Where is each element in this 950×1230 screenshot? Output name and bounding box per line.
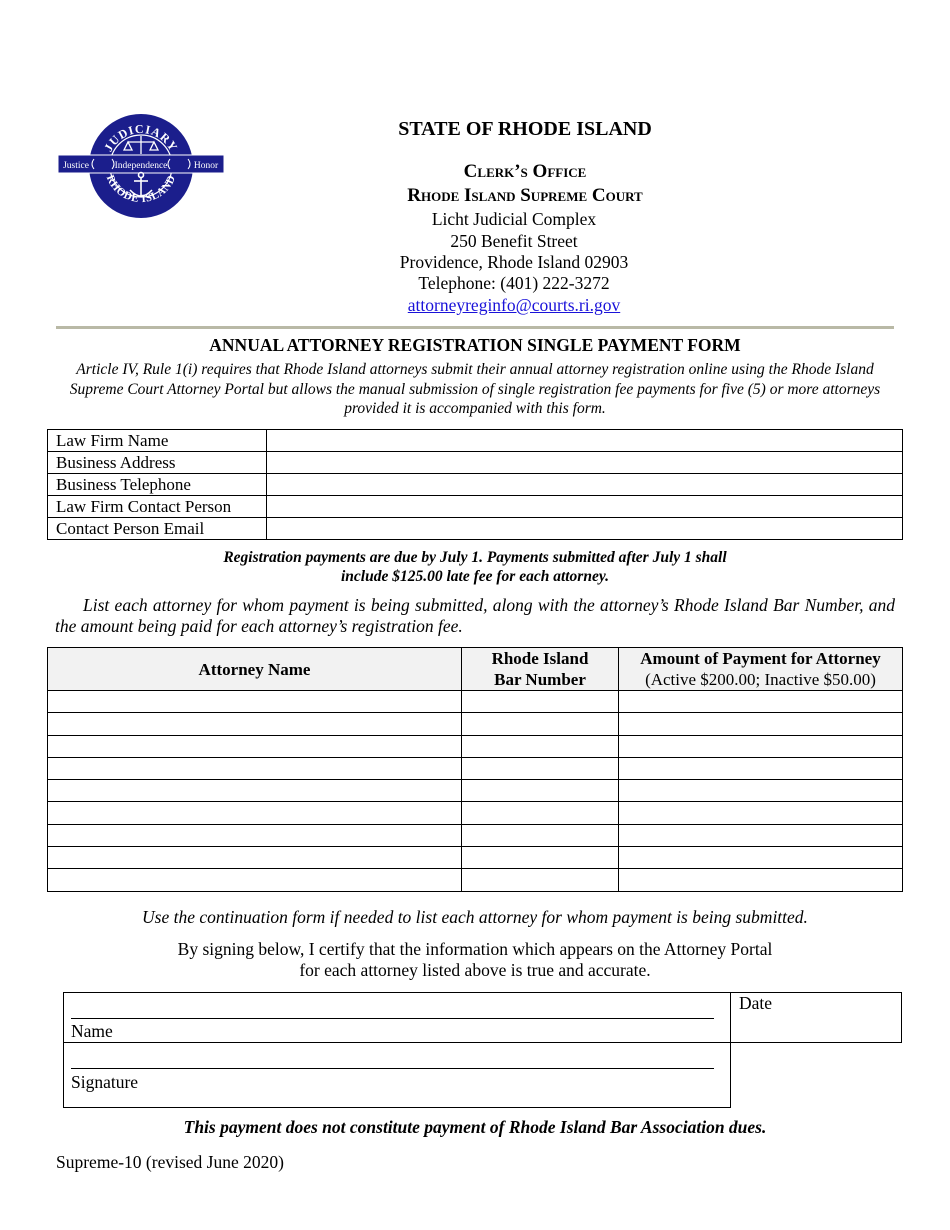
contact-email-field[interactable] (267, 518, 903, 540)
bar-number-cell[interactable] (462, 735, 619, 757)
amount-cell[interactable] (619, 757, 903, 779)
signature-box (63, 992, 731, 1108)
bar-number-cell[interactable] (462, 847, 619, 869)
seal-band-right: Honor (193, 161, 219, 171)
bar-number-cell[interactable] (462, 802, 619, 824)
col-amount-line: Amount of Payment for Attorney (640, 649, 881, 668)
telephone-line: Telephone: (401) 222-3272 (418, 273, 610, 293)
attorney-row (48, 735, 903, 757)
certify-line: By signing below, I certify that the information which appears on the Attorney Portal (177, 939, 773, 959)
state-heading: STATE OF RHODE ISLAND (398, 118, 652, 140)
address-line: 250 Benefit Street (450, 231, 578, 251)
seal-band-middle: Independence (114, 161, 168, 171)
header-divider (56, 326, 894, 329)
col-bar-line: Rhode Island (491, 649, 589, 668)
attorney-table (47, 647, 903, 892)
attorney-row (48, 802, 903, 824)
address-line: Licht Judicial Complex (431, 209, 597, 229)
certify-line: for each attorney listed above is true and accurate. (299, 960, 651, 980)
attorney-table-header (48, 648, 903, 691)
field-label: Law Firm Contact Person (48, 496, 267, 518)
field-label: Contact Person Email (48, 518, 267, 540)
field-label: Law Firm Name (48, 430, 267, 452)
firm-row (48, 518, 903, 540)
amount-cell[interactable] (619, 847, 903, 869)
form-id: Supreme-10 (revised June 2020) (56, 1152, 284, 1172)
attorney-name-cell[interactable] (48, 780, 462, 802)
bar-dues-note: This payment does not constitute payment of Rhode Island Bar Association dues. (183, 1117, 767, 1137)
form-title: ANNUAL ATTORNEY REGISTRATION SINGLE PAYMENT FORM (209, 335, 741, 355)
col-attorney-name: Attorney Name (48, 648, 462, 691)
office-heading: Clerk’s Office (463, 161, 587, 182)
address-line: Providence, Rhode Island 02903 (399, 252, 629, 272)
firm-row (48, 430, 903, 452)
seal-bottom-text: RHODE ISLAND (103, 173, 179, 206)
bar-number-cell[interactable] (462, 869, 619, 891)
amount-cell[interactable] (619, 869, 903, 891)
field-label: Business Address (48, 452, 267, 474)
bar-number-cell[interactable] (462, 780, 619, 802)
bar-number-cell[interactable] (462, 713, 619, 735)
business-telephone-field[interactable] (267, 474, 903, 496)
name-line[interactable] (71, 1018, 714, 1019)
bar-number-cell[interactable] (462, 824, 619, 846)
attorney-name-cell[interactable] (48, 735, 462, 757)
signature-line[interactable] (71, 1068, 714, 1069)
col-bar-number (462, 648, 619, 691)
amount-cell[interactable] (619, 802, 903, 824)
business-address-field[interactable] (267, 452, 903, 474)
continuation-note: Use the continuation form if needed to list each attorney for whom payment is being submitted. (142, 907, 808, 927)
col-bar-line: Bar Number (494, 670, 586, 689)
attorney-name-cell[interactable] (48, 847, 462, 869)
seal-band-left: Justice (63, 161, 89, 171)
certification-text (100, 939, 850, 981)
email-link[interactable]: attorneyreginfo@courts.ri.gov (407, 295, 621, 315)
amount-cell[interactable] (619, 780, 903, 802)
bar-number-cell[interactable] (462, 691, 619, 713)
attorney-name-cell[interactable] (48, 869, 462, 891)
firm-info-table (47, 429, 903, 540)
amount-cell[interactable] (619, 735, 903, 757)
attorney-name-cell[interactable] (48, 802, 462, 824)
attorney-row (48, 757, 903, 779)
attorney-name-cell[interactable] (48, 824, 462, 846)
attorney-row (48, 824, 903, 846)
firm-row (48, 452, 903, 474)
attorney-row (48, 713, 903, 735)
contact-person-field[interactable] (267, 496, 903, 518)
court-heading: Rhode Island Supreme Court (407, 185, 643, 206)
attorney-row (48, 869, 903, 891)
attorney-row (48, 691, 903, 713)
due-date-note (50, 548, 900, 586)
name-label: Name (71, 1021, 113, 1041)
firm-row (48, 496, 903, 518)
attorney-name-cell[interactable] (48, 691, 462, 713)
due-note-line: Registration payments are due by July 1. Payments submitted after July 1 shall (223, 549, 727, 566)
amount-cell[interactable] (619, 824, 903, 846)
amount-cell[interactable] (619, 691, 903, 713)
bar-number-cell[interactable] (462, 757, 619, 779)
field-label: Business Telephone (48, 474, 267, 496)
attorney-row (48, 847, 903, 869)
amount-cell[interactable] (619, 713, 903, 735)
col-amount-subline: (Active $200.00; Inactive $50.00) (645, 670, 876, 689)
intro-text: Article IV, Rule 1(i) requires that Rhode Island attorneys submit their annual attorney registration online using the Rhode Island Supreme Court Attorney Portal but allows the manual submission of single registration fee payments for five (5) or more attorneys provided it is accompanied with this form. (69, 361, 881, 417)
firm-row (48, 474, 903, 496)
col-amount (619, 648, 903, 691)
signature-label: Signature (71, 1072, 139, 1092)
attorney-name-cell[interactable] (48, 713, 462, 735)
seal-top-text: JUDICIARY (101, 121, 181, 155)
law-firm-name-field[interactable] (267, 430, 903, 452)
signature-box-divider (63, 1042, 731, 1043)
attorney-name-cell[interactable] (48, 757, 462, 779)
judiciary-seal (58, 112, 224, 220)
date-label: Date (739, 993, 773, 1013)
due-note-line: include $125.00 late fee for each attorney. (340, 568, 610, 585)
list-instruction: List each attorney for whom payment is being submitted, along with the attorney’s Rhode Island Bar Number, and the amount being paid for each attorney’s registration fee. (55, 595, 895, 636)
attorney-row (48, 780, 903, 802)
